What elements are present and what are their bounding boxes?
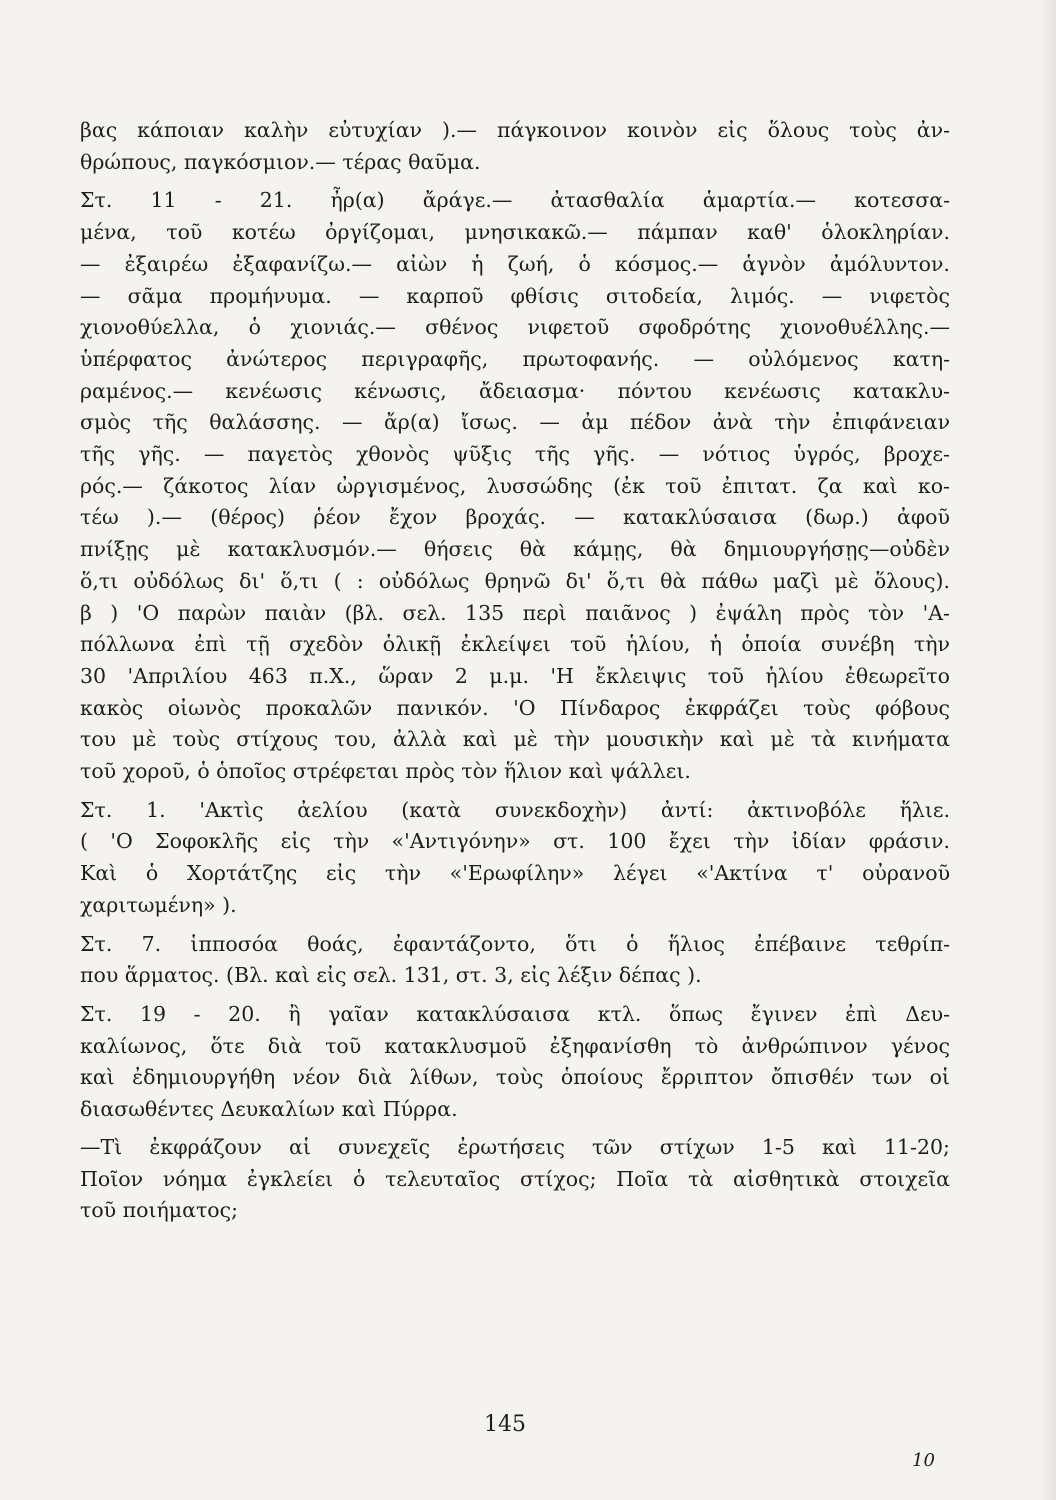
page-edge-shadow bbox=[1038, 0, 1056, 1500]
text-line-18: 30 'Απριλίου 463 π.Χ., ὥραν 2 μ.μ. 'Η ἔκλειψις τοῦ ἡλίου ἐθεωρεῖτο bbox=[80, 663, 950, 688]
text-line-2: θρώπους, παγκόσμιον.— τέρας θαῦμα. bbox=[80, 149, 481, 174]
text-line-23: ( 'Ο Σοφοκλῆς εἰς τὴν «'Αντιγόνην» στ. 100 ἔχει τὴν ἰδίαν φράσιν. bbox=[80, 829, 950, 854]
text-line-29: καλίωνος, ὅτε διὰ τοῦ κατακλυσμοῦ ἐξηφανίσθη τὸ ἀνθρώπινον γένος bbox=[80, 1033, 950, 1058]
text-line-1: βας κάποιαν καλὴν εὐτυχίαν ).— πάγκοινον κοινὸν εἰς ὅλους τοὺς ἀν- bbox=[80, 118, 951, 142]
text-line-3: Στ. 11 - 21. ἦρ(α) ἄράγε.— ἀτασθαλία ἁμαρτία.— κοτεσσα- bbox=[80, 188, 951, 213]
text-line-11: τῆς γῆς. — παγετὸς χθονὸς ψῦξις τῆς γῆς. — νότιος ὑγρός, βροχε- bbox=[80, 442, 950, 467]
text-line-12: ρός.— ζάκοτος λίαν ὠργισμένος, λυσσώδης (ἐκ τοῦ ἐπιτατ. ζα καὶ κο- bbox=[80, 473, 950, 498]
text-line-26: Στ. 7. ἱπποσόα θοάς, ἐφαντάζοντο, ὅτι ὁ ἥλιος ἐπέβαινε τεθρίπ- bbox=[80, 931, 951, 956]
text-line-13: τέω ).— (θέρος) ῥέον ἔχον βροχάς. — κατακλύσαισα (δωρ.) ἀφοῦ bbox=[80, 505, 950, 530]
text-line-5: — ἐξαιρέω ἐξαφανίζω.— αἰὼν ἡ ζωή, ὁ κόσμος.— ἁγνὸν ἀμόλυντον. bbox=[80, 251, 950, 276]
text-line-20: του μὲ τοὺς στίχους του, ἀλλὰ καὶ μὲ τὴν μουσικὴν καὶ μὲ τὰ κινήματα bbox=[80, 727, 950, 752]
sheet-number: 10 bbox=[912, 1450, 935, 1471]
text-line-14: πνίξῃς μὲ κατακλυσμόν.— θήσεις θὰ κάμῃς, θὰ δημιουργήσῃς—οὐδὲν bbox=[80, 537, 950, 562]
text-line-25: χαριτωμένη» ). bbox=[80, 892, 237, 917]
text-line-10: σμὸς τῆς θαλάσσης. — ἄρ(α) ἴσως. — ἀμ πέδον ἀνὰ τὴν ἐπιφάνειαν bbox=[80, 410, 951, 435]
text-line-24: Καὶ ὁ Χορτάτζης εἰς τὴν «'Ερωφίλην» λέγει «'Ακτίνα τ' οὐρανοῦ bbox=[80, 861, 951, 886]
text-line-28: Στ. 19 - 20. ἢ γαῖαν κατακλύσαισα κτλ. ὅπως ἔγινεν ἐπὶ Δευ- bbox=[80, 1001, 951, 1026]
text-line-33: Ποῖον νόημα ἐγκλείει ὁ τελευταῖος στίχος; Ποῖα τὰ αἰσθητικὰ στοιχεῖα bbox=[80, 1166, 950, 1191]
text-line-17: πόλλωνα ἐπὶ τῇ σχεδὸν ὁλικῇ ἐκλείψει τοῦ ἡλίου, ἡ ὁποία συνέβη τὴν bbox=[80, 632, 951, 657]
text-line-21: τοῦ χοροῦ, ὁ ὁποῖος στρέφεται πρὸς τὸν ἥλιον καὶ ψάλλει. bbox=[80, 759, 691, 784]
text-line-8: ὑπέρφατος ἀνώτερος περιγραφῆς, πρωτοφανής. — οὐλόμενος κατη- bbox=[80, 346, 951, 371]
text-line-16: β ) 'Ο παρὼν παιὰν (βλ. σελ. 135 περὶ παιᾶνος ) ἐψάλη πρὸς τὸν 'Α- bbox=[80, 600, 950, 625]
text-line-6: — σᾶμα προμήνυμα. — καρποῦ φθίσις σιτοδεία, λιμός. — νιφετὸς bbox=[80, 283, 950, 308]
text-line-22: Στ. 1. 'Ακτὶς ἀελίου (κατὰ συνεκδοχὴν) ἀντί: ἀκτινοβόλε ἥλιε. bbox=[80, 797, 951, 822]
text-line-31: διασωθέντες Δευκαλίων καὶ Πύρρα. bbox=[80, 1097, 458, 1122]
text-line-4: μένα, τοῦ κοτέω ὀργίζομαι, μνησικακῶ.— πάμπαν καθ' ὁλοκληρίαν. bbox=[80, 220, 950, 245]
page-number: 145 bbox=[484, 1412, 526, 1437]
text-line-19: κακὸς οἰωνὸς προκαλῶν πανικόν. 'Ο Πίνδαρος ἐκφράζει τοὺς φόβους bbox=[80, 695, 950, 720]
text-line-34: τοῦ ποιήματος; bbox=[80, 1198, 239, 1223]
text-line-30: καὶ ἐδημιουργήθη νέον διὰ λίθων, τοὺς ὁποίους ἔρριπτον ὄπισθέν των οἱ bbox=[80, 1065, 950, 1090]
text-line-15: ὅ,τι οὐδόλως δι' ὅ,τι ( : οὐδόλως θρηνῶ δι' ὅ,τι θὰ πάθω μαζὶ μὲ ὅλους). bbox=[80, 568, 950, 593]
text-line-9: ραμένος.— κενέωσις κένωσις, ἄδειασμα· πόντου κενέωσις κατακλυ- bbox=[80, 378, 950, 403]
text-line-32: —Τὶ ἐκφράζουν αἱ συνεχεῖς ἐρωτήσεις τῶν στίχων 1-5 καὶ 11-20; bbox=[80, 1134, 950, 1159]
commentary-text bbox=[80, 115, 950, 1227]
text-line-7: χιονοθύελλα, ὁ χιονιάς.— σθένος νιφετοῦ σφοδρότης χιονοθυέλλης.— bbox=[80, 315, 950, 340]
text-line-27: που ἅρματος. (Βλ. καὶ εἰς σελ. 131, στ. 3, εἰς λέξιν δέπας ). bbox=[80, 963, 702, 988]
